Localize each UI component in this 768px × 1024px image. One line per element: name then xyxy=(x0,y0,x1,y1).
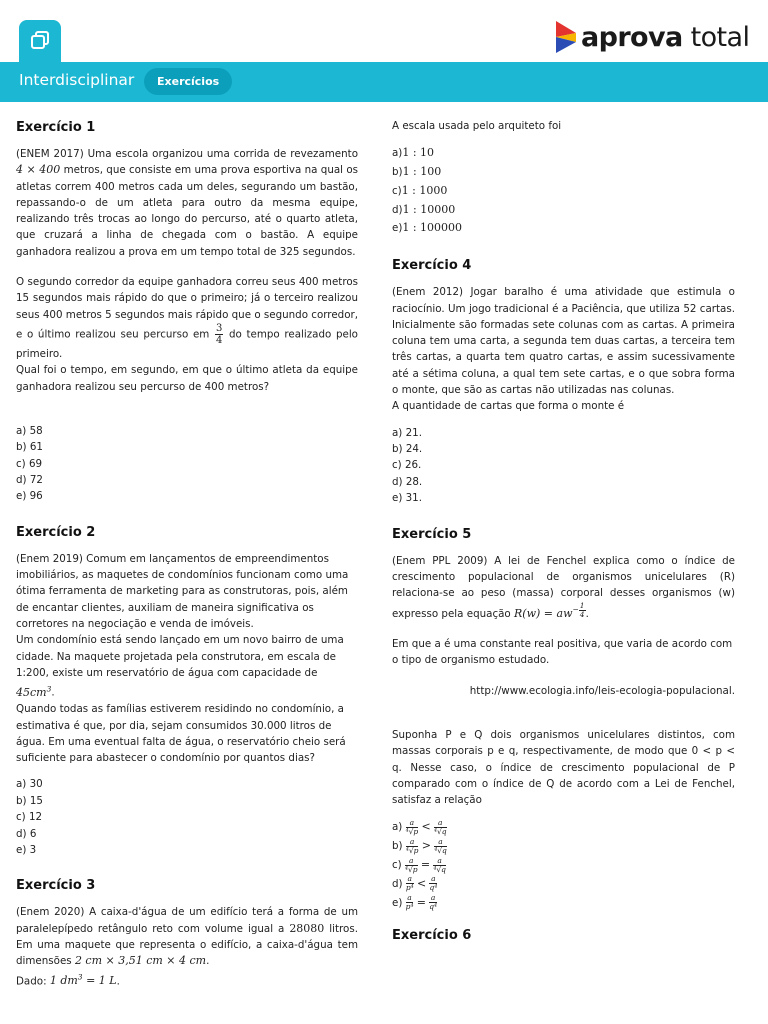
right-column xyxy=(392,118,735,946)
exercise-2-statement-2: Um condomínio está sendo lançado em um novo bairro de uma cidade. Na maquete projetada pela construtora, em escala de 1:200, existe um reservatório de água com capacidade de $45cm^3$. xyxy=(16,634,344,699)
top-bar xyxy=(0,0,768,62)
exercise-3-title: Exercício 3 xyxy=(16,878,96,894)
option-e[interactable]: e)1 : 100000 xyxy=(392,221,463,235)
exercise-4-question: A quantidade de cartas que forma o monte é xyxy=(392,400,625,413)
exercise-6-title: Exercício 6 xyxy=(392,928,472,944)
exercicios-pill[interactable]: Exercícios xyxy=(144,68,232,95)
exercise-3-options xyxy=(392,144,735,238)
copy-badge[interactable] xyxy=(19,20,61,62)
option-a[interactable]: a) 30 xyxy=(16,778,43,791)
exercise-2-title: Exercício 2 xyxy=(16,524,96,540)
option-a[interactable]: a) 58 xyxy=(16,424,43,437)
option-b[interactable]: b) $\frac{a}{\text{⁴√p}}$ > $\frac{a}{\text{⁴√q}}$ xyxy=(392,836,447,855)
exercise-1-statement: (ENEM 2017) Uma escola organizou uma corrida de revezamento 4 × 400 metros, que consiste em uma prova esportiva na qual os atletas correm 400 metros cada um deles, segurando um bastão, repassando-o de um atleta para outro da mesma equipe, realizando três trocas ao longo do percurso, até o quarto atleta, que cruzará a linha de chegada com o bastão. A equipe ganhadora realizou a prova em um tempo total de 325 segundos. xyxy=(16,148,358,258)
exercise-1-options xyxy=(16,423,358,505)
exercise-5-source-link[interactable]: http://www.ecologia.info/leis-ecologia-populacional. xyxy=(469,684,735,697)
aprova-logo-icon xyxy=(556,21,576,53)
fraction-3-4: $\frac{3}{4}$ xyxy=(215,322,223,346)
exercise-2-statement: (Enem 2019) Comum em lançamentos de empreendimentos imobiliários, as maquetes de condomínios funcionam como uma ótima ferramenta de marketing para as construtoras, pois, além de encantar clientes, auxiliam de maneira significativa os corretores na negociação e venda de imóveis. xyxy=(16,552,349,631)
option-d[interactable]: d) $\frac{a}{\text{p⁴}}$ < $\frac{a}{\text{q⁴}}$ xyxy=(392,874,438,893)
option-d[interactable]: d) 6 xyxy=(16,827,37,840)
exercise-5-statement: (Enem PPL 2009) A lei de Fenchel explica como o índice de crescimento populacional de organismos unicelulares (R) relaciona-se ao peso (massa) corporal desses organismos (w) expresso pela equação $R(w) = aw^{- \frac{1}{4}}$ . xyxy=(392,554,735,620)
option-b[interactable]: b) 61 xyxy=(16,441,43,454)
option-b[interactable]: b)1 : 100 xyxy=(392,165,442,179)
option-b[interactable]: b) 15 xyxy=(16,794,43,807)
option-a[interactable]: a) $\frac{a}{\text{⁴√p}}$ < $\frac{a}{\text{⁴√q}}$ xyxy=(392,817,447,836)
left-column xyxy=(16,118,358,990)
copy-icon xyxy=(31,31,49,49)
exercise-1-statement-2: O segundo corredor da equipe ganhadora correu seus 400 metros 15 segundos mais rápido do que o primeiro; já o terceiro realizou seus 400 metros 5 segundos mais rápido que o segundo corredor, e o último realizou seu percurso em $\frac{3}{4}$ do tempo realizado pelo primeiro. xyxy=(16,276,358,360)
section-header xyxy=(0,62,768,102)
exercise-5-title: Exercício 5 xyxy=(392,526,472,542)
option-a[interactable]: a)1 : 10 xyxy=(392,146,435,160)
exercise-5-options xyxy=(392,818,735,912)
option-c[interactable]: c) 12 xyxy=(16,811,43,824)
aprova-total-logo xyxy=(556,20,749,54)
exercise-2-question: Quando todas as famílias estiverem residindo no condomínio, a estimativa é que, por dia, sejam consumidos 30.000 litros de água. Em uma eventual falta de água, o reservatório cheio será suficiente para abastecer o condomínio por quantos dias? xyxy=(16,703,346,765)
exercise-2-options xyxy=(16,776,358,858)
option-c[interactable]: c) 26. xyxy=(392,459,422,472)
option-c[interactable]: c) 69 xyxy=(16,457,43,470)
exercise-4-statement: (Enem 2012) Jogar baralho é uma atividade que estimula o raciocínio. Um jogo tradicional é a Paciência, que utiliza 52 cartas. Inicialmente são formadas sete colunas com as cartas. A primeira coluna tem uma carta, a segunda tem duas cartas, a terceira tem três cartas, a quarta tem quatro cartas, e assim sucessivamente até a sétima coluna, a qual tem sete cartas, e o que sobra forma o monte, que são as cartas não utilizadas nas colunas. xyxy=(392,286,735,397)
option-e[interactable]: e) 96 xyxy=(16,490,43,503)
option-e[interactable]: e) 3 xyxy=(16,844,37,857)
math-4x400: 4 × 400 xyxy=(16,163,61,177)
option-c[interactable]: c) $\frac{a}{\text{⁴√p}}$ = $\frac{a}{\text{⁴√q}}$ xyxy=(392,855,446,874)
exercise-4-options xyxy=(392,425,735,507)
exercise-5-question: Suponha P e Q dois organismos unicelulares distintos, com massas corporais p e q, respectivamente, de modo que 0 < p < q. Nesse caso, o índice de crescimento populacional de P comparado com o índice de Q de acordo com a Lei de Fenchel, satisfaz a relação xyxy=(392,728,735,807)
exercise-1-title: Exercício 1 xyxy=(16,120,96,135)
option-d[interactable]: d)1 : 10000 xyxy=(392,202,456,216)
math-45cm3: $45cm^3$ xyxy=(16,684,52,699)
exercise-3-statement: (Enem 2020) A caixa-d'água de um edifício terá a forma de um paralelepípedo retângulo reto com volume igual a 28080 litros. Em uma maquete que representa o edifício, a caixa-d'água tem dimensões 2 cm × 3,51 cm × 4 cm. xyxy=(16,906,358,968)
exercise-3-given: Dado: 1 $dm^3 = 1$ L. xyxy=(16,972,120,988)
option-c[interactable]: c)1 : 1000 xyxy=(392,183,448,197)
math-28080: 28080 xyxy=(289,921,325,935)
option-d[interactable]: d) 72 xyxy=(16,474,43,487)
exercise-4-title: Exercício 4 xyxy=(392,258,472,274)
option-e[interactable]: e) 31. xyxy=(392,492,423,505)
option-a[interactable]: a) 21. xyxy=(392,426,422,439)
logo-text-bold: aprova xyxy=(581,21,683,53)
option-d[interactable]: d) 28. xyxy=(392,475,423,488)
section-title: Interdisciplinar xyxy=(19,71,135,89)
logo-text-light: total xyxy=(690,21,750,53)
math-dimensions: 2 cm × 3,51 cm × 4 cm xyxy=(74,954,207,968)
option-b[interactable]: b) 24. xyxy=(392,443,423,456)
exercise-3-question: A escala usada pelo arquiteto foi xyxy=(392,120,562,132)
math-fenchel-equation: $R(w) = aw^{- \frac{1}{4}}$ xyxy=(514,600,585,620)
option-e[interactable]: e) $\frac{a}{\text{p⁴}}$ = $\frac{a}{\text{q⁴}}$ xyxy=(392,893,438,912)
exercise-1-question: Qual foi o tempo, em segundo, em que o último atleta da equipe ganhadora realizou seu percurso de 400 metros? xyxy=(16,364,358,393)
exercise-5-constant-note: Em que a é uma constante real positiva, que varia de acordo com o tipo de organismo estudado. xyxy=(392,638,733,667)
math-1dm3: 1 $dm^3 = 1$ L xyxy=(49,972,117,988)
